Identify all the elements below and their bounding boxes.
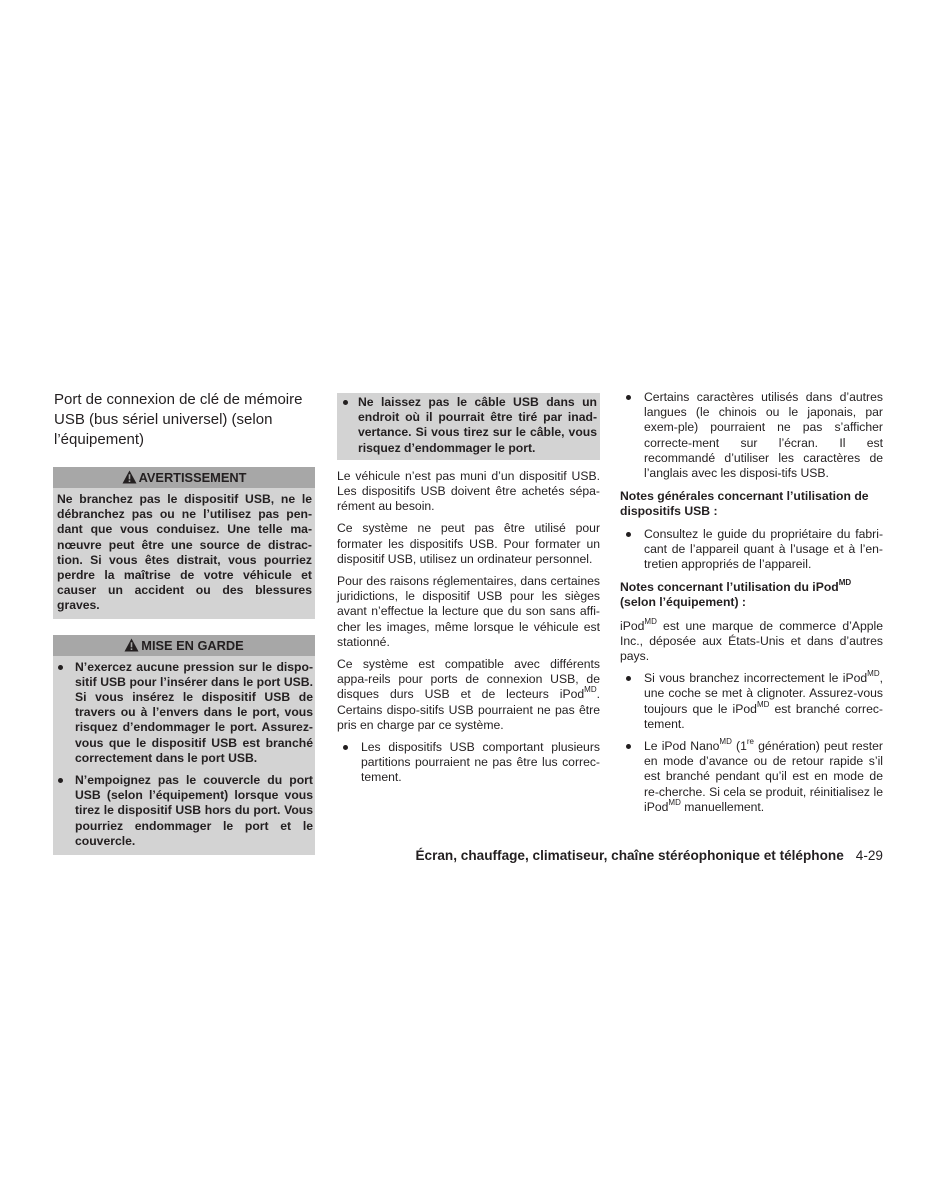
warning-header bbox=[53, 467, 315, 488]
bullet-icon bbox=[626, 532, 631, 537]
paragraph: Pour des raisons réglementaires, dans certaines juridictions, le dispositif USB pour les sièges avant n’effectue la lecture que du son sans affi-cher les images, même lorsque le véhicule est stationné. bbox=[337, 574, 600, 649]
column-middle bbox=[337, 393, 600, 786]
subheading: Notes concernant l’utilisation du iPod$^{MD}$ (selon l’équipement) : bbox=[620, 578, 852, 610]
warning-triangle-icon bbox=[124, 637, 139, 658]
bullet-icon bbox=[343, 745, 348, 750]
caution-item: Ne laissez pas le câble USB dans un endroit où il pourrait être tiré par inad-vertance. Si vous tirez sur le câble, vous risquez d’endommager le port. bbox=[339, 395, 597, 456]
list-item: Le iPod Nano$^{MD}$ (1re génération) peut rester en mode d’avance ou de retour rapide s’il est branché pendant qu’il est en mode de re-cherche. Si cela se produit, réinitialisez le iPod$^{MD}$ manuellement. bbox=[620, 739, 883, 815]
bullet-icon bbox=[58, 665, 63, 670]
caution-continued-box bbox=[337, 393, 600, 460]
page-number: 4-29 bbox=[855, 848, 883, 863]
paragraph: Le véhicule n’est pas muni d’un dispositif USB. Les dispositifs USB doivent être achetés sépa-rément au besoin. bbox=[337, 468, 600, 514]
list-item: Consultez le guide du propriétaire du fabri-cant de l’appareil quant à l’usage et à l’en-tretien appropriés de l’appareil. bbox=[620, 527, 883, 573]
warning-title: AVERTISSEMENT bbox=[138, 470, 247, 485]
warning-box bbox=[53, 467, 315, 619]
paragraph: iPod$^{MD}$ est une marque de commerce d’Apple Inc., déposée aux États-Unis et dans d’autres pays. bbox=[620, 616, 883, 664]
warning-text: Ne branchez pas le dispositif USB, ne le débranchez pas ou ne l’utilisez pas pen-dant que vous conduisez. Une telle ma-nœuvre peut être une source de distrac-tion. Si vous êtes distrait, vous pourriez perdre la maîtrise de votre véhicule et causer un accident ou des blessures graves. bbox=[57, 492, 312, 613]
caution-item: N’empoignez pas le couvercle du port USB (selon l’équipement) lorsque vous tirez le dispositif USB hors du port. Vous pourriez endommager le port et le couvercle. bbox=[53, 773, 315, 852]
caution-header bbox=[53, 635, 315, 656]
bullet-icon bbox=[343, 400, 348, 405]
list-item: Les dispositifs USB comportant plusieurs partitions pourraient ne pas être lus correc-tement. bbox=[337, 740, 600, 786]
section-title: Port de connexion de clé de mémoire USB (bus sériel universel) (selon l’équipement) bbox=[54, 391, 303, 448]
bullet-icon bbox=[58, 778, 63, 783]
paragraph: Ce système est compatible avec différents appa-reils pour ports de connexion USB, de disques durs USB et de lecteurs iPod$^{MD}$. Certains dispo-sitifs USB pourraient ne pas être pris en charge par ce système. bbox=[337, 657, 600, 732]
caution-title: MISE EN GARDE bbox=[141, 637, 244, 653]
caution-box bbox=[53, 635, 315, 855]
warning-triangle-icon bbox=[122, 469, 137, 490]
chapter-title: Écran, chauffage, climatiseur, chaîne stéréophonique et téléphone bbox=[415, 848, 844, 863]
column-left bbox=[53, 390, 315, 855]
bullet-icon bbox=[626, 744, 631, 749]
caution-item: N’exercez aucune pression sur le dispo-sitif USB pour l’insérer dans le port USB. Si vous insérez le dispositif USB de travers ou à l’envers dans le port, vous risquez d’endommager le port. Assurez-vous que le dispositif USB est branché correctement dans le port USB. bbox=[53, 660, 315, 769]
bullet-icon bbox=[626, 395, 631, 400]
list-item: Certains caractères utilisés dans d’autres langues (le chinois ou le japonais, par exem-ple) pourraient ne pas s’afficher correcte-ment sur l’écran. Il est recommandé d’utiliser les caractères de l’anglais avec les disposi-tifs USB. bbox=[620, 390, 883, 481]
paragraph: Ce système ne peut pas être utilisé pour formater les dispositifs USB. Pour formater un dispositif USB, utilisez un ordinateur personnel. bbox=[337, 521, 600, 566]
list-item: Si vous branchez incorrectement le iPod$^{MD}$, une coche se met à clignoter. Assurez-vous toujours que le iPod$^{MD}$ est branché correc-tement. bbox=[620, 671, 883, 732]
page-footer bbox=[0, 848, 883, 863]
subheading: Notes générales concernant l’utilisation de dispositifs USB : bbox=[620, 489, 869, 519]
column-right bbox=[620, 390, 883, 815]
bullet-icon bbox=[626, 676, 631, 681]
